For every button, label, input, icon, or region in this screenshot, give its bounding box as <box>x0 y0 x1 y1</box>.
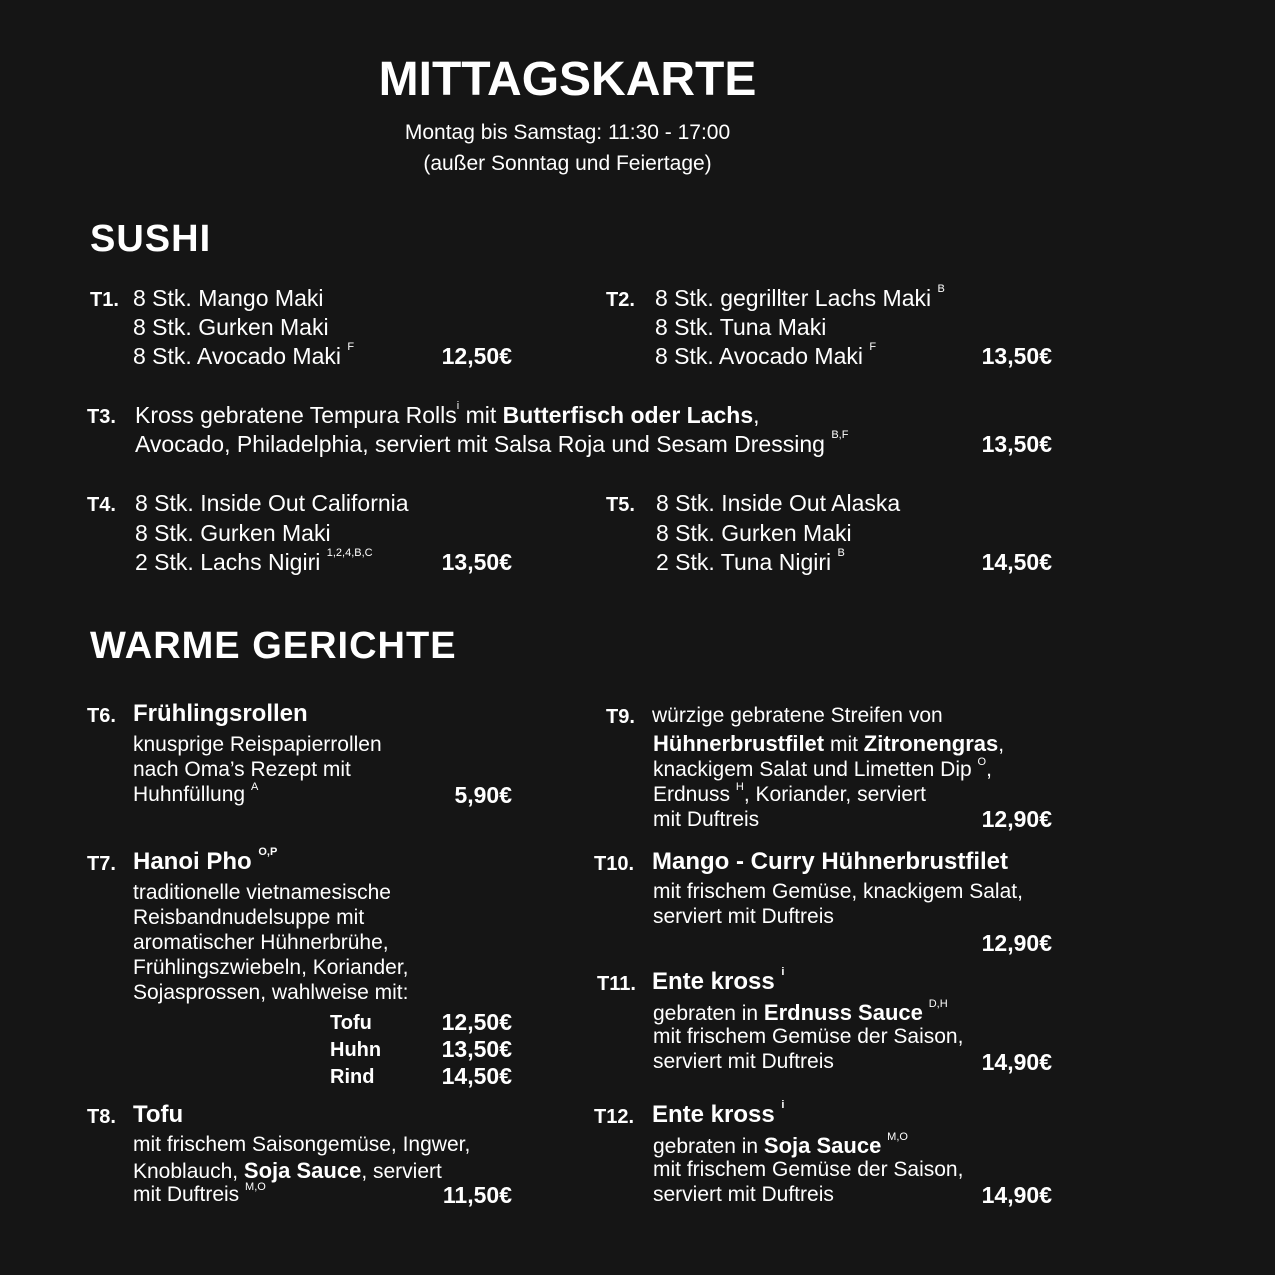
item-line: Kross gebratene Tempura Rolls$^i$ mit Butterfisch oder Lachs, <box>135 400 760 428</box>
item-code: T11. <box>597 973 636 995</box>
item-line: Erdnuss $^H$, Koriander, serviert <box>653 781 926 806</box>
item-line: 8 Stk. Gurken Maki <box>656 520 852 546</box>
option-price-rind: 14,50€ <box>441 1063 512 1089</box>
item-code: T4. <box>87 494 116 516</box>
item-price: 5,90€ <box>454 782 512 808</box>
item-price: 12,50€ <box>441 343 512 369</box>
holiday-note: (außer Sonntag und Feiertage) <box>423 152 712 175</box>
item-code: T7. <box>87 853 116 875</box>
item-code: T6. <box>87 705 116 727</box>
item-line: 8 Stk. Inside Out Alaska <box>656 490 901 516</box>
item-line: serviert mit Duftreis <box>653 1183 834 1206</box>
item-line: 8 Stk. Inside Out California <box>135 490 409 516</box>
item-line: knackigem Salat und Limetten Dip $^O$, <box>653 756 992 781</box>
section-heading-warm-dishes: WARME GERICHTE <box>90 625 457 667</box>
item-code: T2. <box>606 289 635 311</box>
allergen-note: M,O <box>245 1181 266 1193</box>
dish-name: Mango - Curry Hühnerbrustfilet <box>652 848 1009 875</box>
item-line: gebraten in Erdnuss Sauce $^{D,H}$ <box>653 998 948 1025</box>
item-line: 2 Stk. Tuna Nigiri $^B$ <box>656 547 845 575</box>
item-line: 8 Stk. Gurken Maki <box>133 314 329 340</box>
item-line: nach Oma’s Rezept mit <box>133 758 351 781</box>
item-line: Reisbandnudelsuppe mit <box>133 906 365 929</box>
allergen-note: O <box>977 756 987 768</box>
option-price-tofu: 12,50€ <box>441 1009 512 1035</box>
opening-hours: Montag bis Samstag: 11:30 - 17:00 <box>404 121 731 144</box>
item-code: T10. <box>594 853 635 875</box>
item-line: Huhnfüllung $^A$ <box>133 781 259 806</box>
item-price: 13,50€ <box>981 343 1052 369</box>
item-line: 8 Stk. Mango Maki <box>133 285 324 311</box>
allergen-note: B <box>837 547 845 559</box>
item-line: mit frischem Gemüse der Saison, <box>653 1158 964 1181</box>
option-label-rind: Rind <box>330 1066 375 1088</box>
item-line: mit Duftreis $^{M,O}$ <box>133 1181 266 1206</box>
allergen-note: i <box>781 966 785 978</box>
item-line: 8 Stk. gegrillter Lachs Maki $^B$ <box>655 283 945 311</box>
dish-name: Tofu <box>133 1101 184 1128</box>
item-line: knusprige Reispapierrollen <box>133 733 382 756</box>
item-line: mit Duftreis <box>653 808 760 831</box>
item-code: T8. <box>87 1106 116 1128</box>
item-line: Hühnerbrustfilet mit Zitronengras, <box>653 731 1005 756</box>
dish-name: Ente kross $^i$ <box>652 1099 785 1128</box>
allergen-note: 1,2,4,B,C <box>326 547 373 559</box>
item-price: 13,50€ <box>981 431 1052 457</box>
item-line: 8 Stk. Tuna Maki <box>655 314 827 340</box>
option-label-tofu: Tofu <box>330 1012 372 1034</box>
item-line: 8 Stk. Avocado Maki $^F$ <box>655 341 877 369</box>
allergen-note: A <box>250 781 259 793</box>
item-line: 2 Stk. Lachs Nigiri $^{1,2,4,B,C}$ <box>135 547 373 575</box>
item-line: mit frischem Gemüse der Saison, <box>653 1025 964 1048</box>
dish-name: Frühlingsrollen <box>133 700 308 727</box>
item-line: serviert mit Duftreis <box>653 905 834 928</box>
item-line: traditionelle vietnamesische <box>133 881 391 904</box>
section-heading-sushi: SUSHI <box>90 218 212 260</box>
item-line: aromatischer Hühnerbrühe, <box>133 931 389 954</box>
item-price: 12,90€ <box>981 930 1052 956</box>
allergen-note: F <box>347 341 355 353</box>
item-line: serviert mit Duftreis <box>653 1050 834 1073</box>
item-price: 11,50€ <box>442 1182 512 1208</box>
allergen-note: i <box>781 1099 785 1111</box>
item-code: T1. <box>90 289 119 311</box>
item-code: T3. <box>87 406 116 428</box>
item-code: T12. <box>594 1106 635 1128</box>
dish-name: Hanoi Pho $^{O,P}$ <box>133 846 278 875</box>
item-price: 14,90€ <box>981 1182 1052 1208</box>
item-line: 8 Stk. Gurken Maki <box>135 520 331 546</box>
item-price: 13,50€ <box>441 549 512 575</box>
dish-name: Ente kross $^i$ <box>652 966 785 995</box>
item-line: mit frischem Saisongemüse, Ingwer, <box>133 1133 471 1156</box>
allergen-note: D,H <box>928 998 948 1010</box>
allergen-note: B,F <box>831 429 849 441</box>
item-line: Sojasprossen, wahlweise mit: <box>133 981 409 1004</box>
menu-title: MITTAGSKARTE <box>378 53 757 106</box>
option-price-huhn: 13,50€ <box>441 1036 512 1062</box>
allergen-note: F <box>869 341 877 353</box>
allergen-note: B <box>937 283 945 295</box>
item-line: Frühlingszwiebeln, Koriander, <box>133 956 409 979</box>
item-price: 12,90€ <box>981 806 1052 832</box>
option-label-huhn: Huhn <box>330 1039 382 1061</box>
item-code: T9. <box>606 706 635 728</box>
allergen-note: O,P <box>258 846 278 858</box>
item-line: Knoblauch, Soja Sauce, serviert <box>133 1158 442 1183</box>
item-line: mit frischem Gemüse, knackigem Salat, <box>653 880 1023 903</box>
item-code: T5. <box>606 494 635 516</box>
item-line: würzige gebratene Streifen von <box>652 704 943 727</box>
item-line: gebraten in Soja Sauce $^{M,O}$ <box>653 1131 908 1158</box>
allergen-note: M,O <box>887 1131 908 1143</box>
allergen-note: H <box>735 781 744 793</box>
item-line: 8 Stk. Avocado Maki $^F$ <box>133 341 355 369</box>
allergen-note: i <box>456 400 460 412</box>
item-line: Avocado, Philadelphia, serviert mit Salsa Roja und Sesam Dressing $^{B,F}$ <box>135 429 849 457</box>
item-price: 14,50€ <box>981 549 1052 575</box>
item-price: 14,90€ <box>981 1049 1052 1075</box>
